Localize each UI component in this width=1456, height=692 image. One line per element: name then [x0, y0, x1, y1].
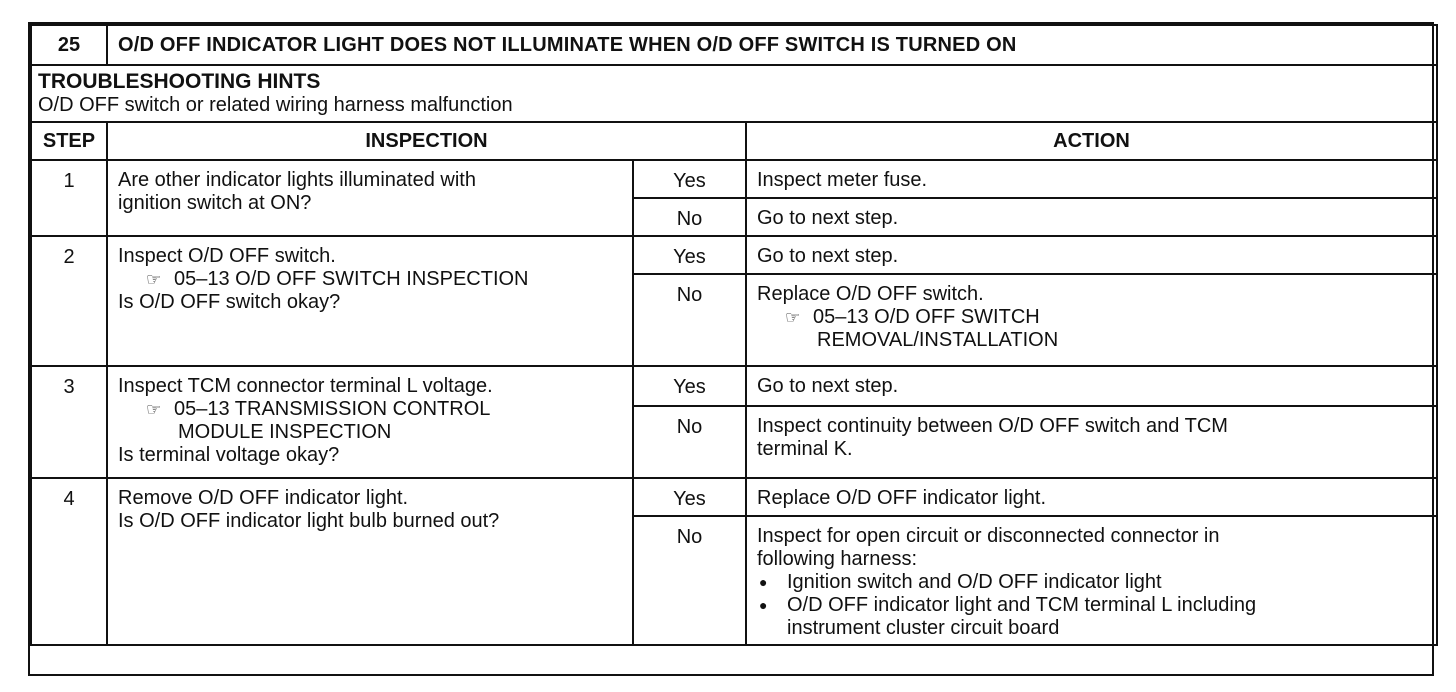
reference-text: 05–13 O/D OFF SWITCH INSPECTION	[174, 268, 529, 290]
inspection-text: Is O/D OFF switch okay?	[118, 291, 341, 313]
action-text: Inspect for open circuit or disconnected connector in	[757, 525, 1220, 547]
list-item: ● Ignition switch and O/D OFF indicator light	[757, 571, 1428, 594]
inspection-text: Inspect TCM connector terminal L voltage.	[118, 375, 493, 397]
procedure-title: O/D OFF INDICATOR LIGHT DOES NOT ILLUMINATE WHEN O/D OFF SWITCH IS TURNED ON	[107, 25, 1437, 65]
step-inspection	[107, 160, 633, 236]
step-column-header: STEP	[31, 122, 107, 160]
step-number: 2	[31, 236, 107, 366]
no-label: No	[633, 406, 746, 478]
action-text: following harness:	[757, 548, 918, 570]
step-1-yes-row	[31, 160, 1437, 198]
action-text: Inspect continuity between O/D OFF switch and TCM	[757, 415, 1228, 437]
no-action	[746, 274, 1437, 366]
yes-label: Yes	[633, 160, 746, 198]
inspection-text: Are other indicator lights illuminated with	[118, 169, 476, 191]
reference-text: 05–13 O/D OFF SWITCH	[813, 306, 1040, 328]
inspection-text: Remove O/D OFF indicator light.	[118, 487, 409, 509]
reference-text: MODULE INSPECTION	[178, 421, 392, 443]
no-label: No	[633, 198, 746, 236]
reference	[118, 268, 624, 291]
reference-hand-icon: ☞	[146, 400, 162, 419]
step-inspection	[107, 478, 633, 645]
inspection-text: Is O/D OFF indicator light bulb burned out?	[118, 510, 500, 532]
reference-hand-icon: ☞	[785, 308, 801, 327]
no-label: No	[633, 516, 746, 645]
step-2-yes-row	[31, 236, 1437, 274]
hints-cell	[31, 65, 1437, 122]
step-number: 4	[31, 478, 107, 645]
action-text: Replace O/D OFF switch.	[757, 283, 984, 305]
yes-label: Yes	[633, 236, 746, 274]
yes-label: Yes	[633, 366, 746, 406]
action-column-header: ACTION	[746, 122, 1437, 160]
reference-text: 05–13 TRANSMISSION CONTROL	[174, 398, 491, 420]
reference-hand-icon: ☞	[146, 270, 162, 289]
procedure-number: 25	[31, 25, 107, 65]
yes-action: Inspect meter fuse.	[746, 160, 1437, 198]
list-item	[757, 594, 1428, 640]
troubleshooting-sheet	[28, 22, 1434, 676]
yes-action: Replace O/D OFF indicator light.	[746, 478, 1437, 516]
yes-label: Yes	[633, 478, 746, 516]
yes-action: Go to next step.	[746, 366, 1437, 406]
inspection-text: ignition switch at ON?	[118, 192, 312, 214]
no-action: Go to next step.	[746, 198, 1437, 236]
step-3-yes-row	[31, 366, 1437, 406]
no-label: No	[633, 274, 746, 366]
inspection-text: Is terminal voltage okay?	[118, 444, 340, 466]
hints-row	[31, 65, 1437, 122]
step-number: 1	[31, 160, 107, 236]
reference	[757, 306, 1428, 329]
reference	[118, 398, 624, 421]
hints-title: TROUBLESHOOTING HINTS	[38, 70, 321, 93]
harness-list	[757, 571, 1428, 640]
troubleshooting-table	[30, 24, 1438, 646]
step-4-yes-row	[31, 478, 1437, 516]
step-number: 3	[31, 366, 107, 478]
step-inspection	[107, 366, 633, 478]
hints-text: O/D OFF switch or related wiring harness malfunction	[38, 94, 513, 116]
action-text: terminal K.	[757, 438, 853, 460]
list-item-text: instrument cluster circuit board	[787, 617, 1060, 639]
step-inspection	[107, 236, 633, 366]
inspection-column-header: INSPECTION	[107, 122, 746, 160]
no-action	[746, 406, 1437, 478]
reference-text: REMOVAL/INSTALLATION	[817, 329, 1059, 351]
header-row	[31, 25, 1437, 65]
no-action	[746, 516, 1437, 645]
list-item-text: ● O/D OFF indicator light and TCM terminal L including	[787, 594, 1257, 616]
yes-action: Go to next step.	[746, 236, 1437, 274]
inspection-text: Inspect O/D OFF switch.	[118, 245, 336, 267]
column-header-row	[31, 122, 1437, 160]
